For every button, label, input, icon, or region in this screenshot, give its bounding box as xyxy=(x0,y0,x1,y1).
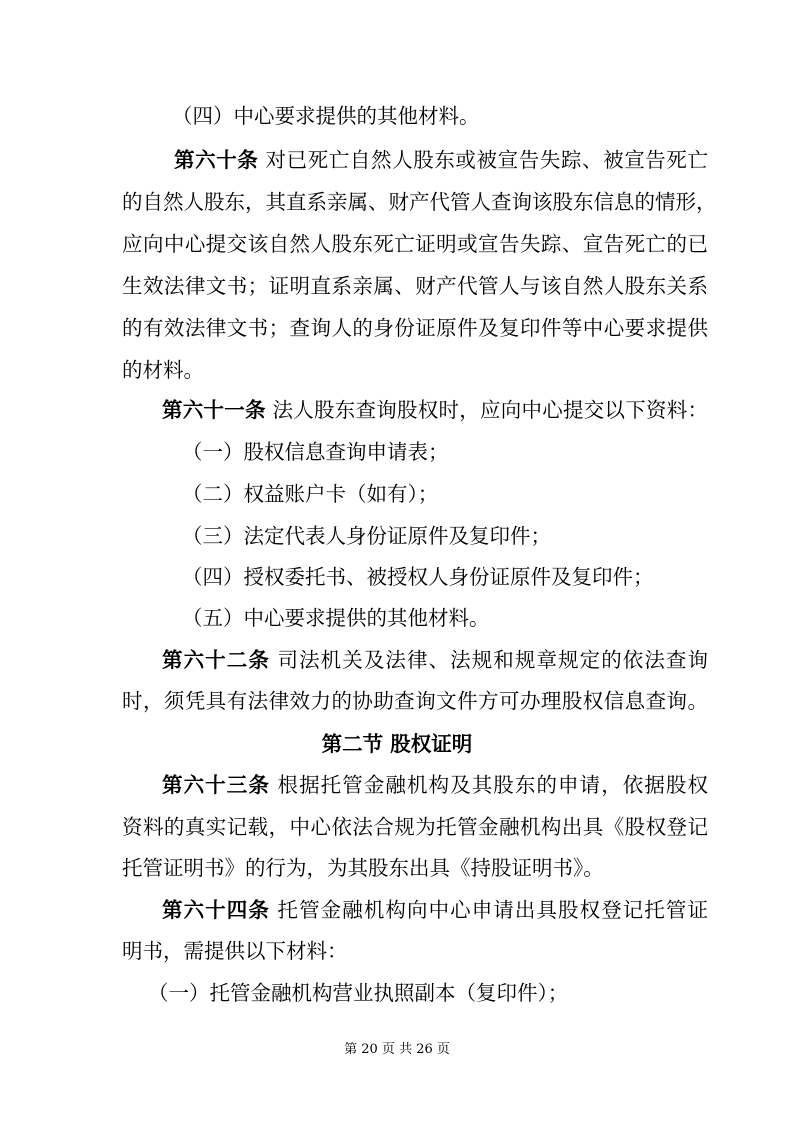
art62-text1: 司法机关及法律、法规和规章规定的依法查询 xyxy=(277,648,709,672)
art61-label: 第六十一条 xyxy=(162,398,266,422)
art61-line1 xyxy=(162,396,708,424)
art61-text1: 法人股东查询股权时，应向中心提交以下资料： xyxy=(272,398,708,422)
art64-text1: 托管金融机构向中心申请出具股权登记托管证 xyxy=(277,898,709,922)
art60-text1: 对已死亡自然人股东或被宣告失踪、被宣告死亡 xyxy=(265,148,709,172)
art63-line2: 资料的真实记载，中心依法合规为托管金融机构出具《股权登记 xyxy=(122,815,708,839)
art64-item1: （一）托管金融机构营业执照副本（复印件）； xyxy=(148,981,569,1005)
art62-line2: 时，须凭具有法律效力的协助查询文件方可办理股权信息查询。 xyxy=(122,689,708,713)
art63-line3: 托管证明书》的行为，为其股东出具《持股证明书》。 xyxy=(122,856,604,880)
art60-line4: 生效法律文书；证明直系亲属、财产代管人与该自然人股东关系 xyxy=(122,274,708,298)
art63-line1 xyxy=(162,771,708,799)
art64-label: 第六十四条 xyxy=(162,898,270,922)
art62-label: 第六十二条 xyxy=(162,648,270,672)
art60-line3: 应向中心提交该自然人股东死亡证明或宣告失踪、宣告死亡的已 xyxy=(122,232,708,256)
art62-line1 xyxy=(162,646,708,674)
art60-line1 xyxy=(174,146,708,174)
art61-item5: （五）中心要求提供的其他材料。 xyxy=(182,606,490,630)
art61-item1: （一）股权信息查询申请表； xyxy=(182,440,449,464)
art64-line1 xyxy=(162,896,708,924)
art60-line6: 的材料。 xyxy=(122,358,204,382)
section-heading: 第二节 股权证明 xyxy=(321,732,473,756)
art59-item4: （四）中心要求提供的其他材料。 xyxy=(172,104,480,128)
art63-label: 第六十三条 xyxy=(162,773,270,797)
art60-line5: 的有效法律文书；查询人的身份证原件及复印件等中心要求提供 xyxy=(122,316,708,340)
art60-line2: 的自然人股东，其直系亲属、财产代管人查询该股东信息的情形， xyxy=(122,190,717,214)
art64-line2: 明书，需提供以下材料： xyxy=(122,939,348,963)
art61-item2: （二）权益账户卡（如有）； xyxy=(182,482,439,506)
art63-text1: 根据托管金融机构及其股东的申请，依据股权 xyxy=(277,773,709,797)
art61-item3: （三）法定代表人身份证原件及复印件； xyxy=(182,524,551,548)
page-number-footer: 第 20 页 共 26 页 xyxy=(344,1042,450,1057)
art60-label: 第六十条 xyxy=(174,148,259,172)
art61-item4: （四）授权委托书、被授权人身份证原件及复印件； xyxy=(182,565,654,589)
